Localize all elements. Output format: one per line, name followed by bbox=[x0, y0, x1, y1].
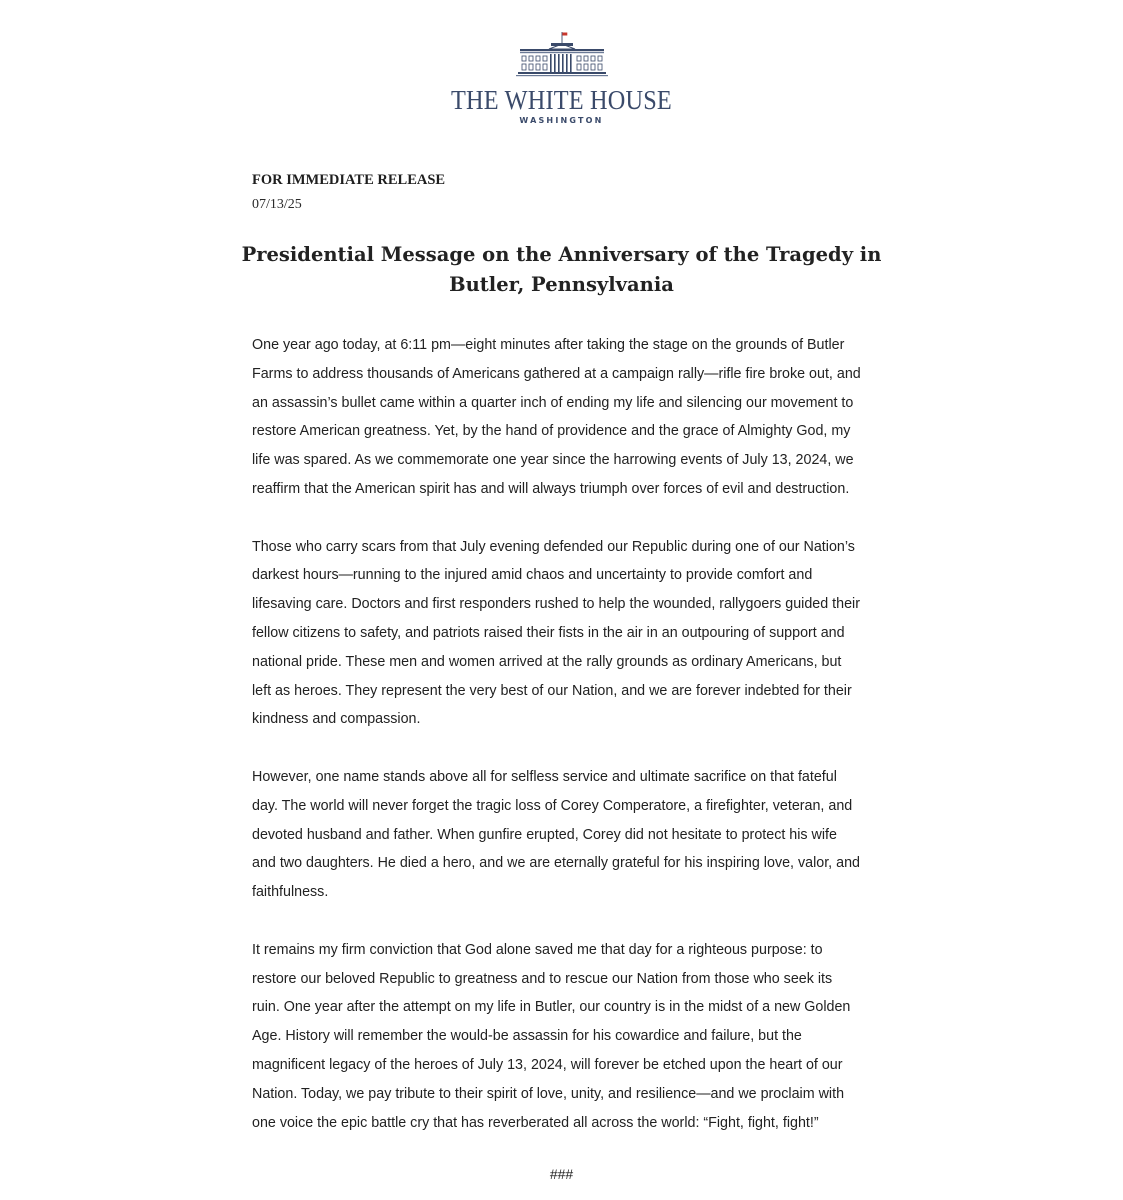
text-line: and two daughters. He died a hero, and we are eternally grateful for his inspiring love, valor, and bbox=[252, 855, 860, 872]
headline-line-2: Butler, Pennsylvania bbox=[449, 273, 674, 296]
letterhead-subtitle: WASHINGTON bbox=[519, 116, 604, 125]
text-line: Those who carry scars from that July evening defended our Republic during one of our Nation’s bbox=[252, 538, 855, 555]
paragraph-3 bbox=[252, 763, 892, 907]
white-house-building-icon bbox=[516, 30, 608, 78]
text-line: restore our beloved Republic to greatness and to rescue our Nation from those who seek its bbox=[252, 970, 833, 987]
text-line: life was spared. As we commemorate one year since the harrowing events of July 13, 2024, we bbox=[252, 452, 854, 469]
text-line: ruin. One year after the attempt on my life in Butler, our country is in the midst of a new Golden bbox=[252, 999, 851, 1016]
release-label: FOR IMMEDIATE RELEASE bbox=[252, 172, 446, 188]
text-line: one voice the epic battle cry that has reverberated all across the world: “Fight, fight, fight!” bbox=[252, 1114, 819, 1131]
text-line: reaffirm that the American spirit has and will always triumph over forces of evil and destruction. bbox=[252, 480, 850, 497]
end-mark: ### bbox=[549, 1166, 574, 1182]
text-line: lifesaving care. Doctors and first responders rushed to help the wounded, rallygoers guided their bbox=[252, 596, 860, 613]
text-line: day. The world will never forget the tragic loss of Corey Comperatore, a firefighter, veteran, and bbox=[252, 797, 853, 814]
text-line: However, one name stands above all for selfless service and ultimate sacrifice on that fateful bbox=[252, 768, 837, 785]
text-line: It remains my firm conviction that God alone saved me that day for a righteous purpose: to bbox=[252, 941, 823, 958]
paragraph-1 bbox=[252, 331, 892, 504]
text-line: magnificent legacy of the heroes of July 13, 2024, will forever be etched upon the heart of our bbox=[252, 1056, 843, 1073]
text-line: One year ago today, at 6:11 pm—eight minutes after taking the stage on the grounds of Butler bbox=[252, 337, 845, 353]
text-line: national pride. These men and women arrived at the rally grounds as ordinary Americans, but bbox=[252, 653, 842, 670]
text-line: restore American greatness. Yet, by the hand of providence and the grace of Almighty God, my bbox=[252, 423, 851, 440]
paragraph-4 bbox=[252, 936, 892, 1138]
text-line: left as heroes. They represent the very best of our Nation, and we are forever indebted for their bbox=[252, 682, 852, 699]
text-line: an assassin’s bullet came within a quarter inch of ending my life and silencing our movement to bbox=[252, 394, 854, 411]
letterhead bbox=[0, 30, 1123, 125]
text-line: devoted husband and father. When gunfire erupted, Corey did not hesitate to protect his wife bbox=[252, 826, 837, 843]
text-line: fellow citizens to safety, and patriots raised their fists in the air in an outpouring of support and bbox=[252, 624, 845, 641]
headline-line-1: Presidential Message on the Anniversary of the Tragedy in bbox=[241, 243, 882, 266]
letterhead-title: THE WHITE HOUSE bbox=[451, 85, 672, 115]
text-line: Farms to address thousands of Americans gathered at a campaign rally—rifle fire broke out, and bbox=[252, 365, 861, 382]
text-line: faithfulness. bbox=[252, 884, 329, 901]
paragraph-2 bbox=[252, 533, 892, 735]
text-line: Age. History will remember the would-be assassin for his cowardice and failure, but the bbox=[252, 1028, 802, 1045]
text-line: Nation. Today, we pay tribute to their spirit of love, unity, and resilience—and we proclaim with bbox=[252, 1085, 845, 1102]
page-title bbox=[180, 240, 943, 300]
text-line: darkest hours—running to the injured amid chaos and uncertainty to provide comfort and bbox=[252, 567, 813, 584]
message-body bbox=[252, 331, 892, 1166]
release-date: 07/13/25 bbox=[252, 197, 302, 212]
text-line: kindness and compassion. bbox=[252, 711, 421, 728]
